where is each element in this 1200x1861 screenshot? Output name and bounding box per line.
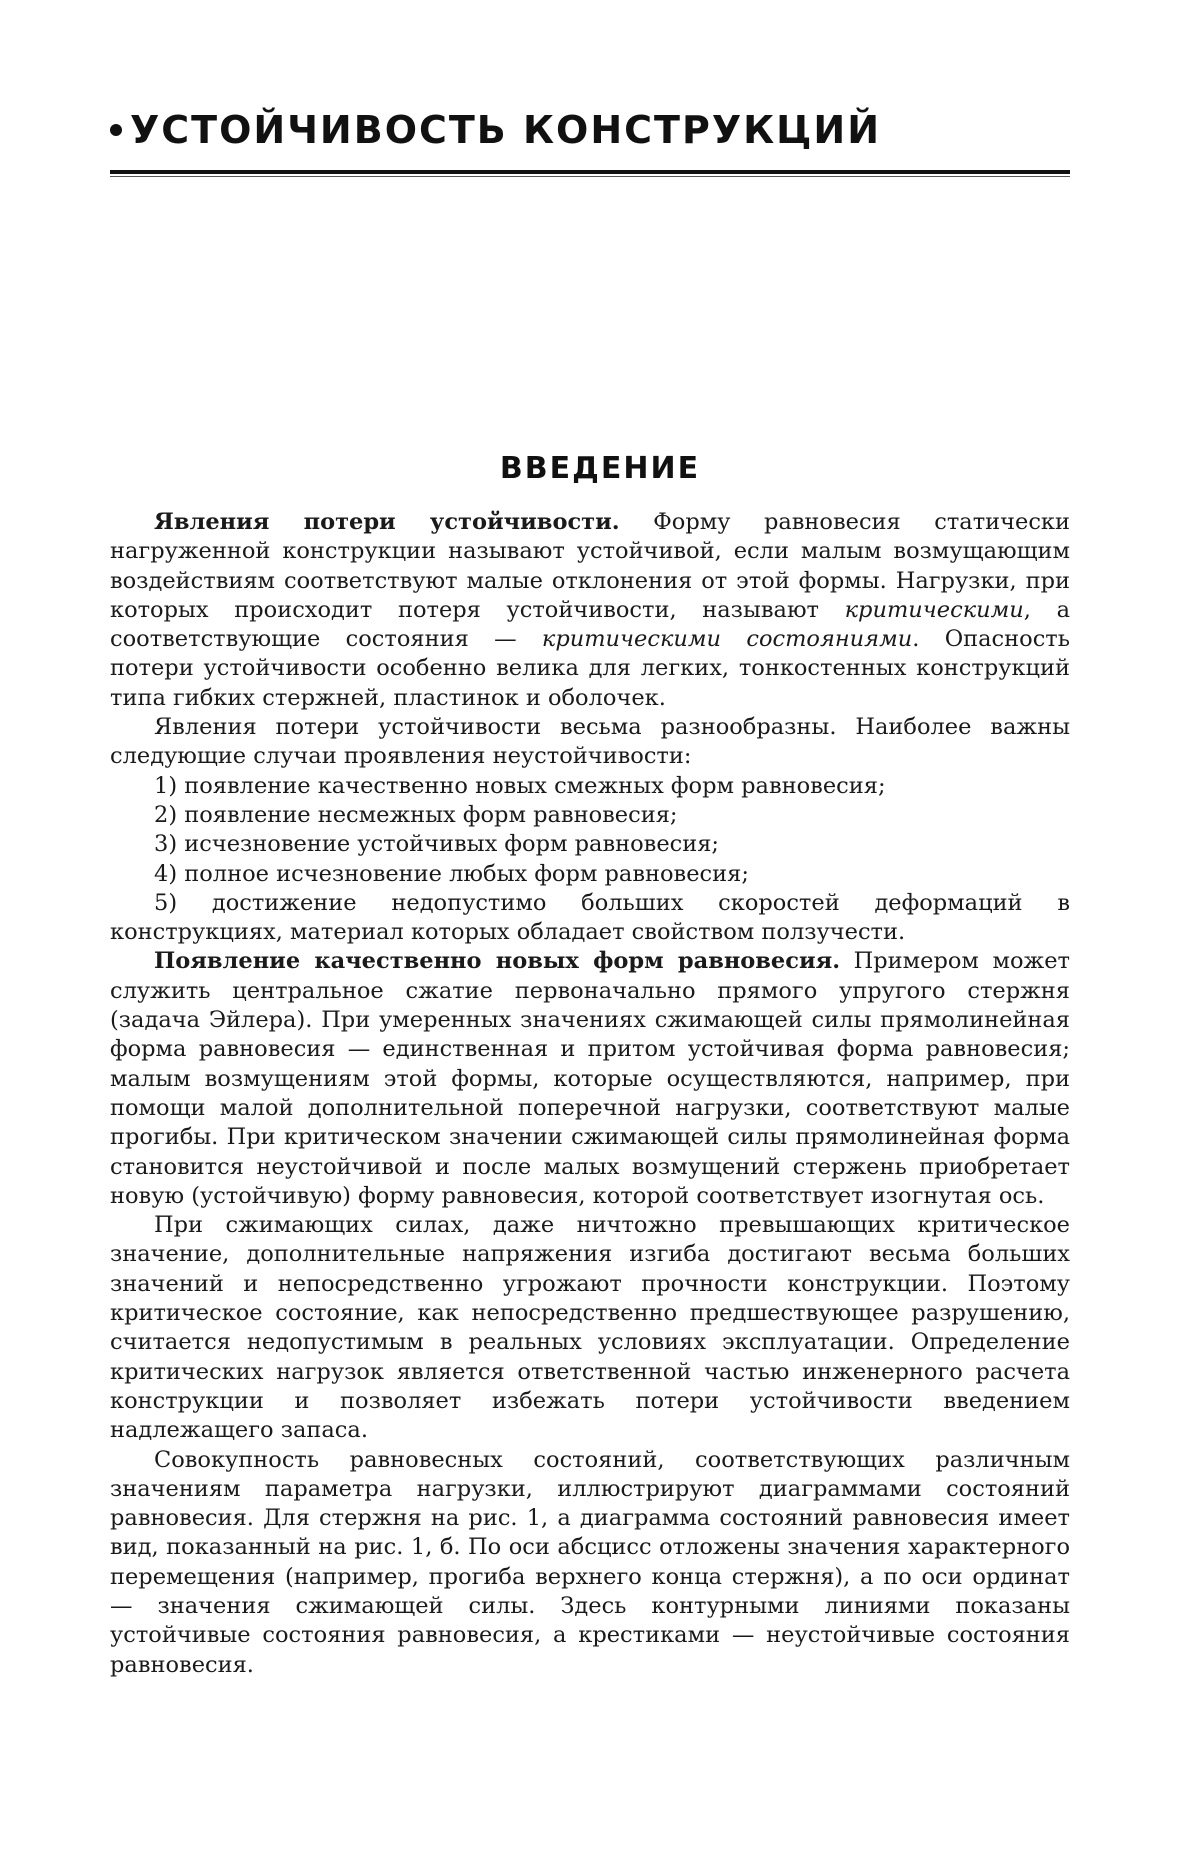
paragraph-lead: Появление качественно новых форм равновесия. xyxy=(154,948,841,975)
paragraph-lead: Явления потери устойчивости. xyxy=(154,509,620,535)
paragraph-3 xyxy=(110,947,1070,1211)
header-title-line xyxy=(110,108,1070,152)
paragraph-text: Форму равновесия статически нагруженной конструкции называют устойчивой, если малым возмущающим воздействиям соответствуют малые отклонения от этой формы. Нагрузки, при которых происходит потеря устойчивости, называют xyxy=(110,509,1070,623)
paragraph-text: . Опасность потери устойчивости особенно велика для легких, тонкостенных конструкций типа гибких стержней, пластинок и оболочек. xyxy=(110,626,1070,711)
header-rule xyxy=(110,170,1070,174)
paragraph-4: При сжимающих силах, даже ничтожно превышающих критическое значение, дополнительные напряжения изгиба достигают весьма больших значений и непосредственно угрожают прочности конструкции. Поэтому критическое состояние, как непосредственно предшествующее разрушению, считается недопустимым в реальных условиях эксплуатации. Определение критических нагрузок является ответственной частью инженерного расчета конструкции и позволяет избежать потери устойчивости введением надлежащего запаса. xyxy=(110,1212,1070,1444)
term-critical-loads: критическими xyxy=(844,596,1024,623)
list-item: 1) появление качественно новых смежных форм равновесия; xyxy=(154,772,886,799)
list-item: 5) достижение недопустимо больших скоростей деформаций в конструкциях, материал которых обладает свойством ползучести. xyxy=(110,889,1070,946)
list-item: 3) исчезновение устойчивых форм равновесия; xyxy=(154,831,720,858)
paragraph-2: Явления потери устойчивости весьма разнообразны. Наиболее важны следующие случаи проявления неустойчивости: xyxy=(110,714,1070,770)
section-title: ВВЕДЕНИЕ xyxy=(499,451,701,486)
bullet-icon xyxy=(110,124,122,136)
body-text xyxy=(110,508,1070,1680)
term-critical-states: критическими состояниями xyxy=(541,626,913,653)
running-header xyxy=(110,108,1070,152)
header-rule-thin xyxy=(110,176,1070,177)
paragraph-text: , а соответствующие состояния — xyxy=(110,596,1070,653)
list-item: 2) появление несмежных форм равновесия; xyxy=(154,801,678,828)
paragraph-text: Примером может служить центральное сжатие первоначально прямого упругого стержня (задача Эйлера). При умеренных значениях сжимающей силы прямолинейная форма равновесия — единственная и притом устойчивая форма равновесия; малым возмущениям этой формы, которые осуществляются, например, при помощи малой дополнительной поперечной нагрузки, соответствуют малые прогибы. При критическом значении сжимающей силы прямолинейная форма становится неустойчивой и после малых возмущений стержень приобретает новую (устойчивую) форму равновесия, которой соответствует изогнутая ось. xyxy=(110,948,1070,1209)
paragraph-1 xyxy=(110,508,1070,713)
paragraph-5: Совокупность равновесных состояний, соответствующих различным значениям параметра нагрузки, иллюстрируют диаграммами состояний равновесия. Для стержня на рис. 1, а диаграмма состояний равновесия имеет вид, показанный на рис. 1, б. По оси абсцисс отложены значения характерного перемещения (например, прогиба верхнего конца стержня), а по оси ординат — значения сжимающей силы. Здесь контурными линиями показаны устойчивые состояния равновесия, а крестиками — неустойчивые состояния равновесия. xyxy=(110,1446,1070,1678)
list-item: 4) полное исчезновение любых форм равновесия; xyxy=(154,860,749,887)
header-title: УСТОЙЧИВОСТЬ КОНСТРУКЦИЙ xyxy=(130,108,882,152)
